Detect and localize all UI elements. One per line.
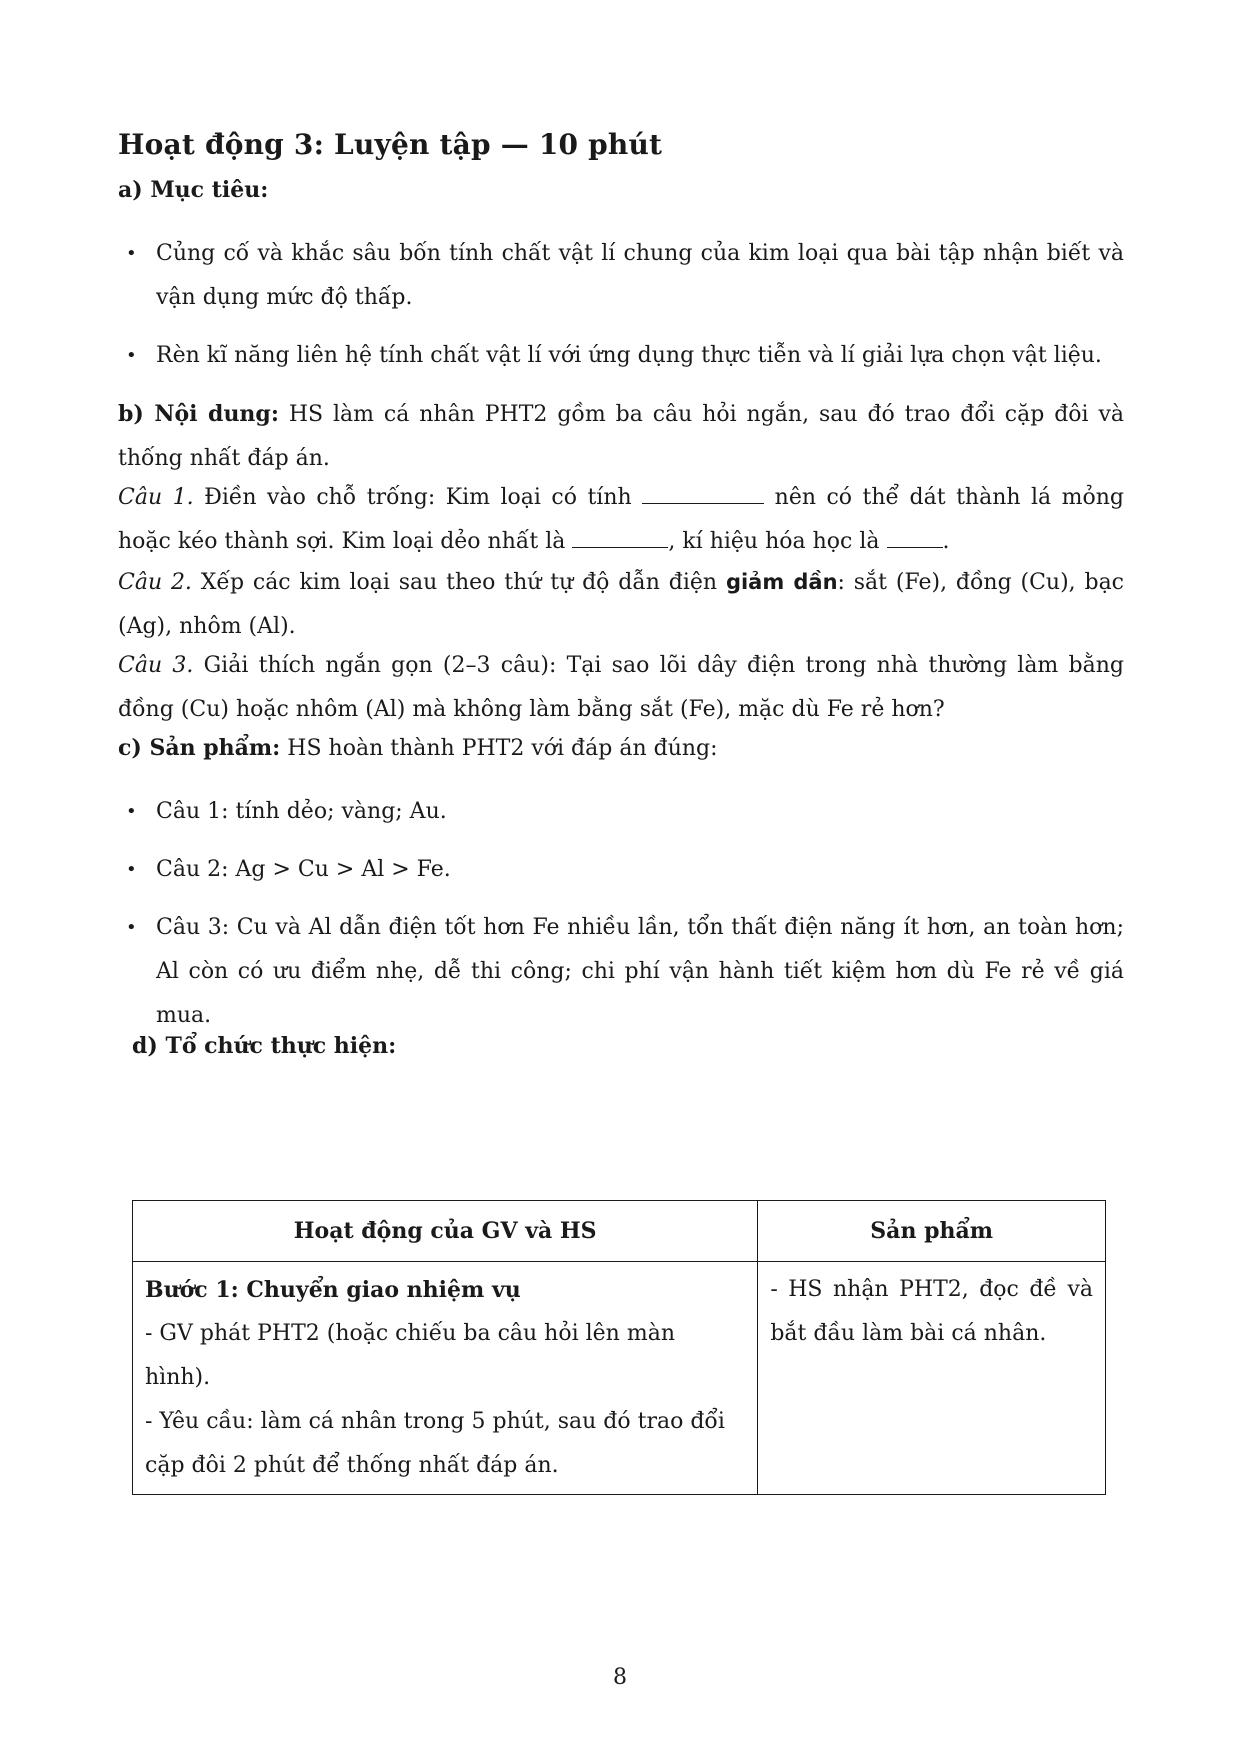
section-b-text: HS làm cá nhân PHT2 gồm ba câu hỏi ngắn, sau đó trao đổi cặp đôi và thống nhất đáp án.	[118, 402, 1124, 471]
fill-blank	[887, 529, 943, 548]
step-title: Bước 1: Chuyển giao nhiệm vụ	[145, 1277, 521, 1303]
page-number: 8	[613, 1665, 627, 1690]
answer-item: • Câu 1: tính dẻo; vàng; Au.	[118, 790, 1124, 834]
section-b	[118, 392, 1124, 481]
objective-item: • Rèn kĩ năng liên hệ tính chất vật lí với ứng dụng thực tiễn và lí giải lựa chọn vật liệu.	[118, 334, 1124, 378]
table-header: Hoạt động của GV và HS	[133, 1201, 758, 1262]
table-header-row	[133, 1201, 1106, 1262]
step-line: - GV phát PHT2 (hoặc chiếu ba câu hỏi lên màn hình).	[145, 1321, 675, 1390]
table-cell-product	[758, 1262, 1106, 1495]
question-2-label: Câu 2.	[118, 570, 192, 595]
fill-blank	[642, 485, 764, 504]
section-d-label: d) Tổ chức thực hiện:	[132, 1033, 397, 1059]
question-1: Câu 1. Điền vào chỗ trống: Kim loại có tính nên có thể dát thành lá mỏng hoặc kéo thành sợi. Kim loại dẻo nhất là , kí hiệu hóa học là .	[118, 485, 1124, 554]
answer-item: • Câu 2: Ag > Cu > Al > Fe.	[118, 848, 1124, 892]
question-2: Câu 2. Xếp các kim loại sau theo thứ tự độ dẫn điện giảm dần: sắt (Fe), đồng (Cu), bạc (Ag), nhôm (Al).	[118, 570, 1125, 639]
answer-item: • Câu 3: Cu và Al dẫn điện tốt hơn Fe nhiều lần, tổn thất điện năng ít hơn, an toàn hơn; Al còn có ưu điểm nhẹ, dễ thi công; chi phí vận hành tiết kiệm hơn dù Fe rẻ về giá mua.	[118, 906, 1124, 1038]
fill-blank	[572, 529, 668, 548]
section-c	[118, 726, 1124, 771]
question-3-label: Câu 3.	[118, 653, 194, 678]
answers-list	[118, 790, 1124, 1038]
activity-heading: Hoạt động 3: Luyện tập — 10 phút	[118, 128, 663, 161]
table-header: Sản phẩm	[758, 1201, 1106, 1262]
section-c-label: c) Sản phẩm:	[118, 735, 281, 761]
organization-table	[132, 1200, 1106, 1495]
section-a-label: a) Mục tiêu:	[118, 177, 269, 203]
question-1-label: Câu 1.	[118, 485, 194, 510]
section-c-text: HS hoàn thành PHT2 với đáp án đúng:	[287, 736, 718, 761]
section-b-label: b) Nội dung:	[118, 401, 279, 427]
objective-item: • Củng cố và khắc sâu bốn tính chất vật lí chung của kim loại qua bài tập nhận biết và vận dụng mức độ thấp.	[118, 232, 1124, 320]
product-text: - HS nhận PHT2, đọc đề và bắt đầu làm bài cá nhân.	[770, 1277, 1093, 1346]
objectives-list	[118, 232, 1124, 378]
step-line: - Yêu cầu: làm cá nhân trong 5 phút, sau đó trao đổi cặp đôi 2 phút để thống nhất đáp án.	[145, 1409, 725, 1478]
table-row	[133, 1262, 1106, 1495]
table-cell-activity	[133, 1262, 758, 1495]
question-3: Câu 3. Giải thích ngắn gọn (2–3 câu): Tại sao lõi dây điện trong nhà thường làm bằng đồng (Cu) hoặc nhôm (Al) mà không làm bằng sắt (Fe), mặc dù Fe rẻ hơn?	[118, 653, 1124, 722]
